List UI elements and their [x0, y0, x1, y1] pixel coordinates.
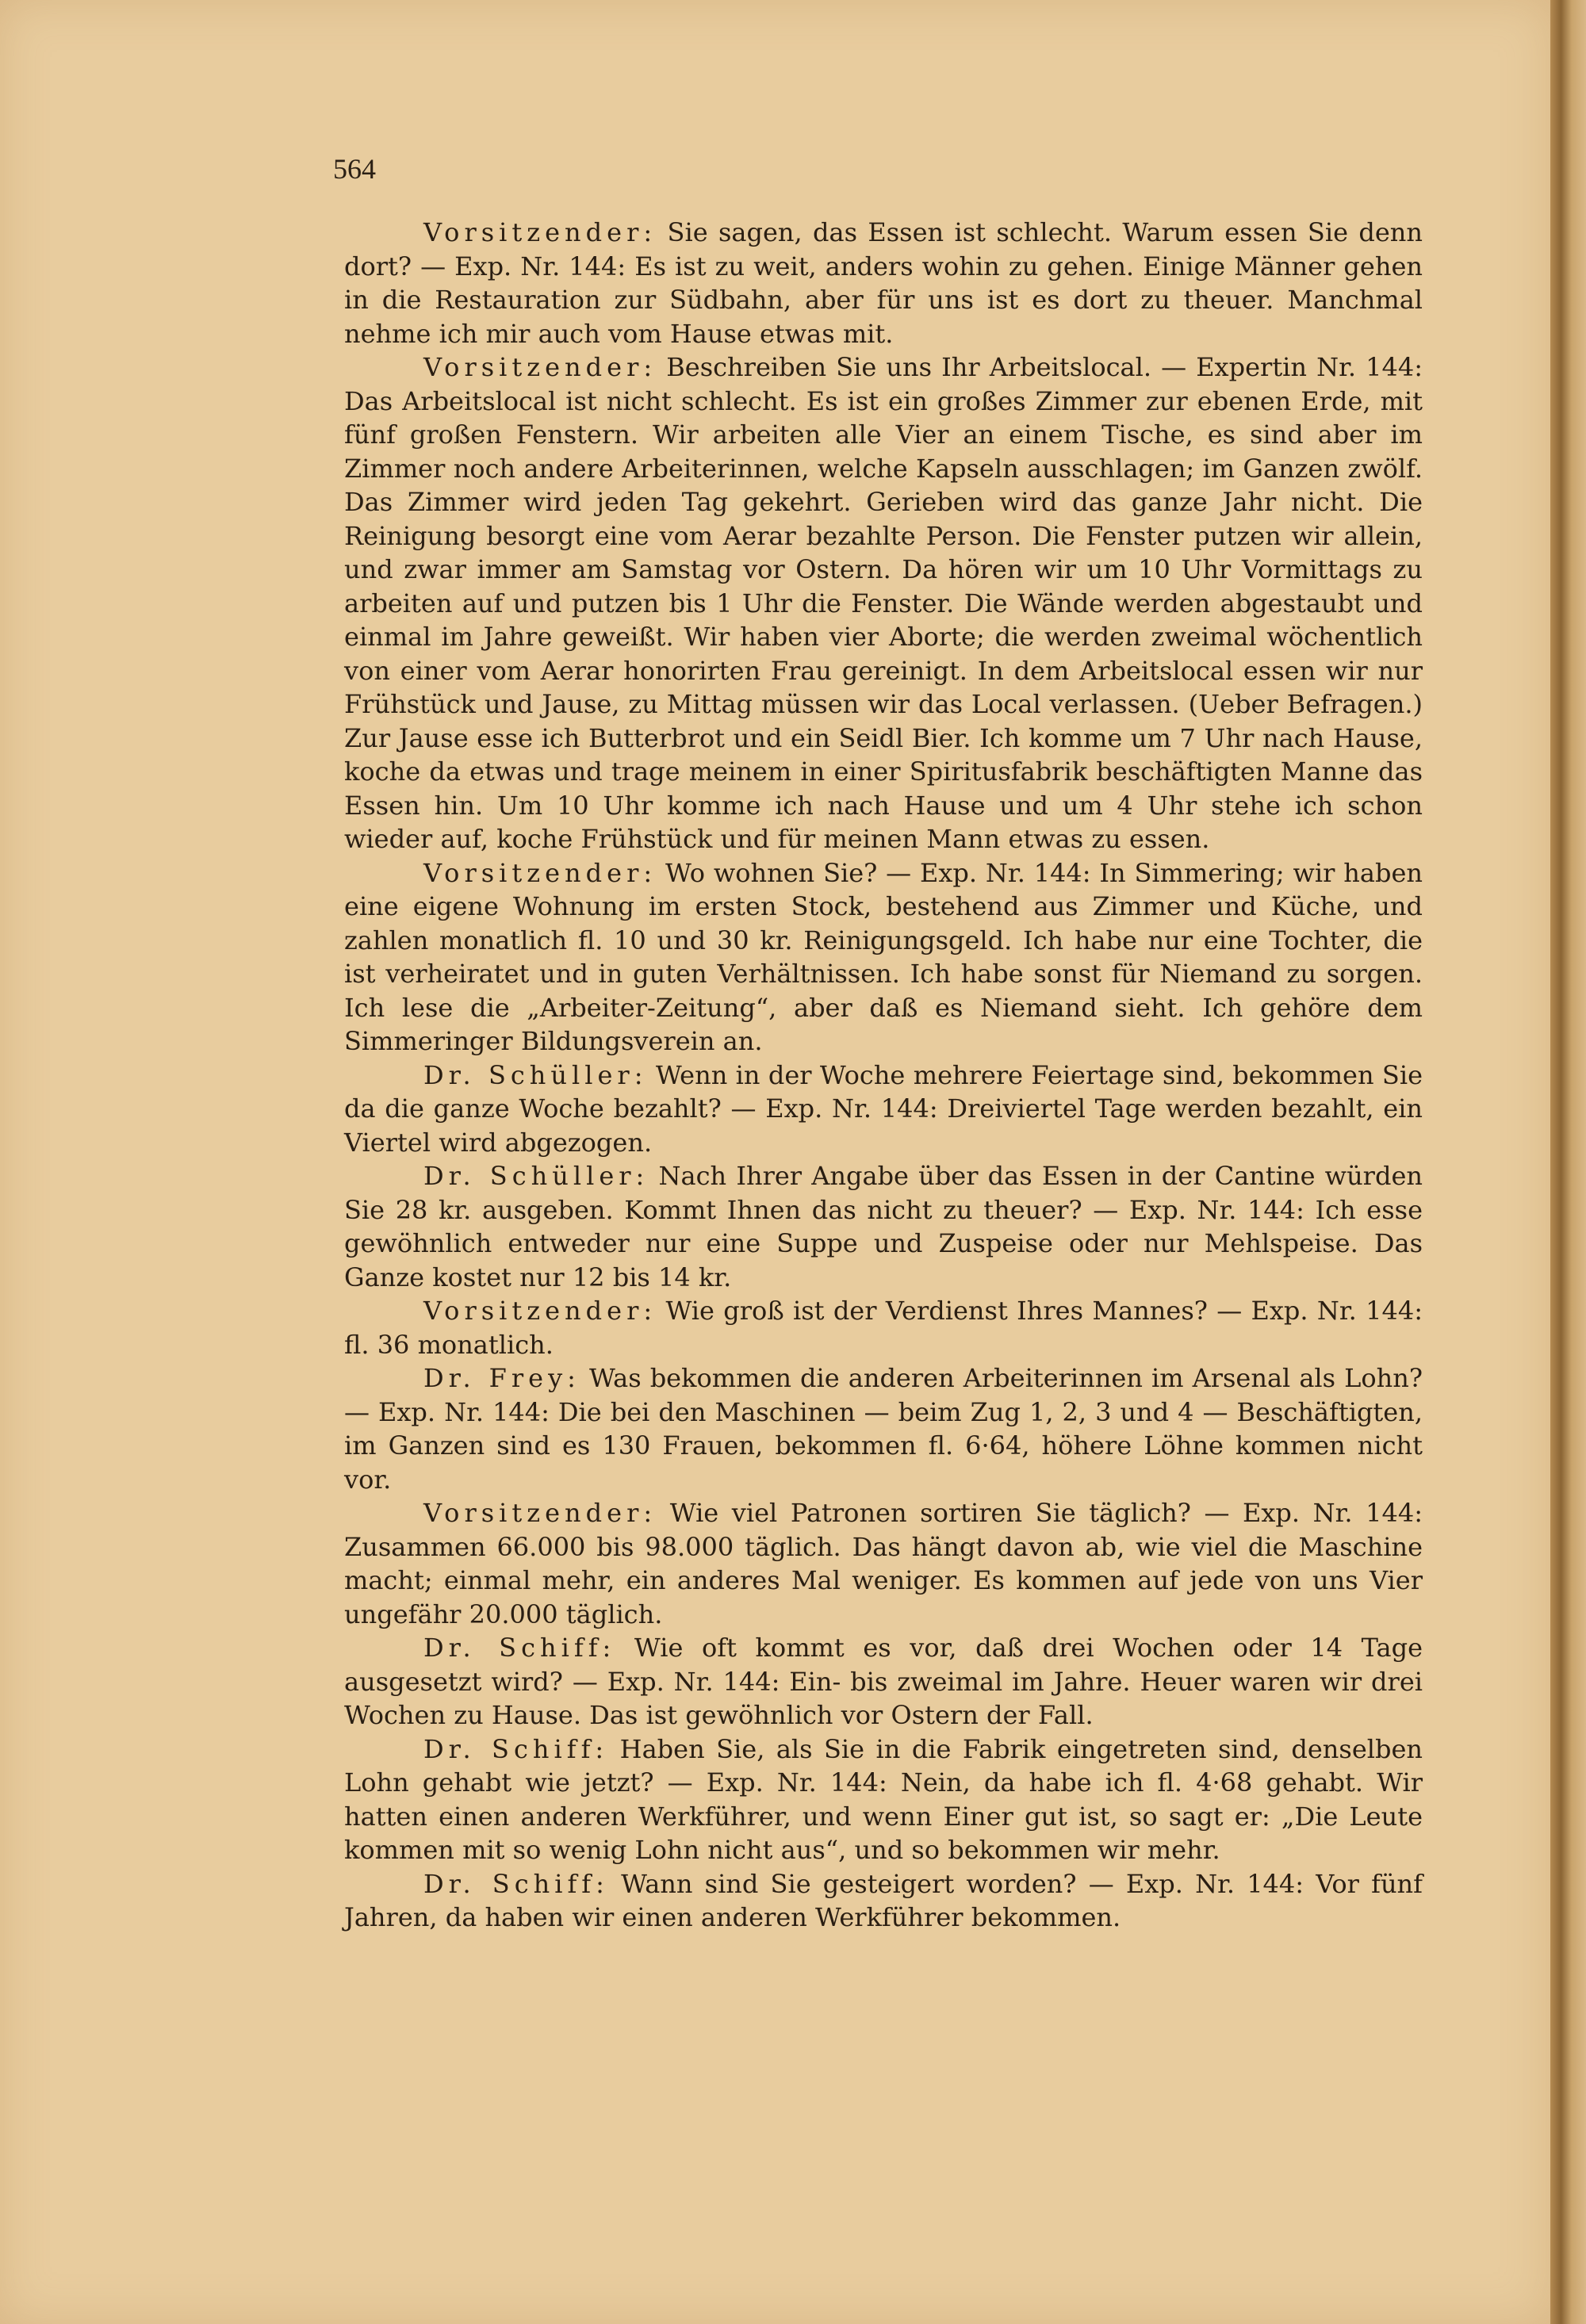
paragraph	[344, 1732, 1423, 1867]
paragraph	[344, 1294, 1423, 1361]
speaker-label: Vorsitzender:	[423, 1296, 657, 1326]
paragraph-text: Wie oft kommt es vor, daß drei Wochen oder 14 Tage ausgesetzt wird? — Exp. Nr. 144: Ein- bis zweimal im Jahre. Heuer waren wir drei Wochen zu Hause. Das ist gewöhnlich vor Ostern der Fall.	[344, 1633, 1423, 1730]
speaker-label: Vorsitzender:	[423, 1498, 657, 1528]
speaker-label: Dr. Schiff:	[423, 1733, 609, 1764]
paragraph	[344, 1159, 1423, 1294]
speaker-label: Dr. Frey:	[423, 1363, 580, 1393]
paragraph	[344, 1361, 1423, 1496]
paragraph-text: Was bekommen die anderen Arbeiterinnen im Arsenal als Lohn? — Exp. Nr. 144: Die bei den Maschinen — beim Zug 1, 2, 3 und 4 — Beschäftigten, im Ganzen sind es 130 Frauen, bekommen fl. 6·64, höhere Löhne kommen nicht vor.	[344, 1363, 1423, 1495]
paragraph-text: Wann sind Sie gesteigert worden? — Exp. Nr. 144: Vor fünf Jahren, da haben wir einen anderen Werkführer bekommen.	[344, 1868, 1423, 1932]
paragraph	[344, 1867, 1423, 1935]
paragraph-text: Wie groß ist der Verdienst Ihres Mannes? — Exp. Nr. 144: fl. 36 monatlich.	[344, 1296, 1423, 1360]
paragraph-text: Nach Ihrer Angabe über das Essen in der Cantine würden Sie 28 kr. ausgeben. Kommt Ihnen das nicht zu theuer? — Exp. Nr. 144: Ich esse gewöhnlich entweder nur eine Suppe und Zuspeise oder nur Mehlspeise. Das Ganze kostet nur 12 bis 14 kr.	[344, 1161, 1423, 1292]
paragraph	[344, 350, 1423, 856]
paragraph	[344, 1496, 1423, 1631]
paragraph-text: Beschreiben Sie uns Ihr Arbeitslocal. — Expertin Nr. 144: Das Arbeitslocal ist nicht schlecht. Es ist ein großes Zimmer zur ebenen Erde, mit fünf großen Fenstern. Wir arbeiten alle Vier an einem Tische, es sind aber im Zimmer noch andere Arbeiterinnen, welche Kapseln ausschlagen; im Ganzen zwölf. Das Zimmer wird jeden Tag gekehrt. Gerieben wird das ganze Jahr nicht. Die Reinigung besorgt eine vom Aerar bezahlte Person. Die Fenster putzen wir allein, und zwar immer am Samstag vor Ostern. Da hören wir um 10 Uhr Vormittags zu arbeiten auf und putzen bis 1 Uhr die Fenster. Die Wände werden abgestaubt und einmal im Jahre geweißt. Wir haben vier Aborte; die werden zweimal wöchentlich von einer vom Aerar honorirten Frau gereinigt. In dem Arbeitslocal essen wir nur Frühstück und Jause, zu Mittag müssen wir das Local verlassen. (Ueber Befragen.) Zur Jause esse ich Butterbrot und ein Seidl Bier. Ich komme um 7 Uhr nach Hause, koche da etwas und trage meinem in einer Spiritusfabrik beschäftigten Manne das Essen hin. Um 10 Uhr komme ich nach Hause und um 4 Uhr stehe ich schon wieder auf, koche Frühstück und für meinen Mann etwas zu essen.	[344, 352, 1423, 854]
paragraph	[344, 1059, 1423, 1160]
speaker-label: Vorsitzender:	[423, 857, 657, 888]
paragraph-text: Wo wohnen Sie? — Exp. Nr. 144: In Simmering; wir haben eine eigene Wohnung im ersten Stock, bestehend aus Zimmer und Küche, und zahlen monatlich fl. 10 und 30 kr. Reinigungsgeld. Ich habe nur eine Tochter, die ist verheiratet und in guten Verhältnissen. Ich habe sonst für Niemand zu sorgen. Ich lese die „Arbeiter-Zeitung“, aber daß es Niemand sieht. Ich gehöre dem Simmeringer Bildungsverein an.	[344, 857, 1423, 1056]
page-number: 564	[333, 153, 376, 185]
paragraph	[344, 856, 1423, 1059]
speaker-label: Dr. Schiff:	[423, 1868, 609, 1899]
speaker-label: Vorsitzender:	[423, 352, 657, 382]
speaker-label: Vorsitzender:	[423, 217, 657, 247]
paragraph-text: Haben Sie, als Sie in die Fabrik eingetreten sind, denselben Lohn gehabt wie jetzt? — Exp. Nr. 144: Nein, da habe ich fl. 4·68 gehabt. Wir hatten einen anderen Werkführer, und wenn Einer gut ist, so sagt er: „Die Leute kommen mit so wenig Lohn nicht aus“, und so bekommen wir mehr.	[344, 1733, 1423, 1865]
page-body-text	[344, 216, 1423, 1935]
speaker-label: Dr. Schiff:	[423, 1633, 616, 1663]
paragraph	[344, 216, 1423, 350]
paragraph-text: Wie viel Patronen sortiren Sie täglich? — Exp. Nr. 144: Zusammen 66.000 bis 98.000 täglich. Das hängt davon ab, wie viel die Maschine macht; einmal mehr, ein anderes Mal weniger. Es kommen auf jede von uns Vier ungefähr 20.000 täglich.	[344, 1498, 1423, 1629]
book-page-edge	[1550, 0, 1586, 2324]
paragraph-text: Sie sagen, das Essen ist schlecht. Warum essen Sie denn dort? — Exp. Nr. 144: Es ist zu weit, anders wohin zu gehen. Einige Männer gehen in die Restauration zur Südbahn, aber für uns ist es dort zu theuer. Manchmal nehme ich mir auch vom Hause etwas mit.	[344, 217, 1423, 349]
speaker-label: Dr. Schüller:	[423, 1059, 648, 1090]
paragraph	[344, 1631, 1423, 1732]
speaker-label: Dr. Schüller:	[423, 1161, 649, 1191]
paragraph-text: Wenn in der Woche mehrere Feiertage sind, bekommen Sie da die ganze Woche bezahlt? — Exp. Nr. 144: Dreiviertel Tage werden bezahlt, ein Viertel wird abgezogen.	[344, 1059, 1423, 1158]
